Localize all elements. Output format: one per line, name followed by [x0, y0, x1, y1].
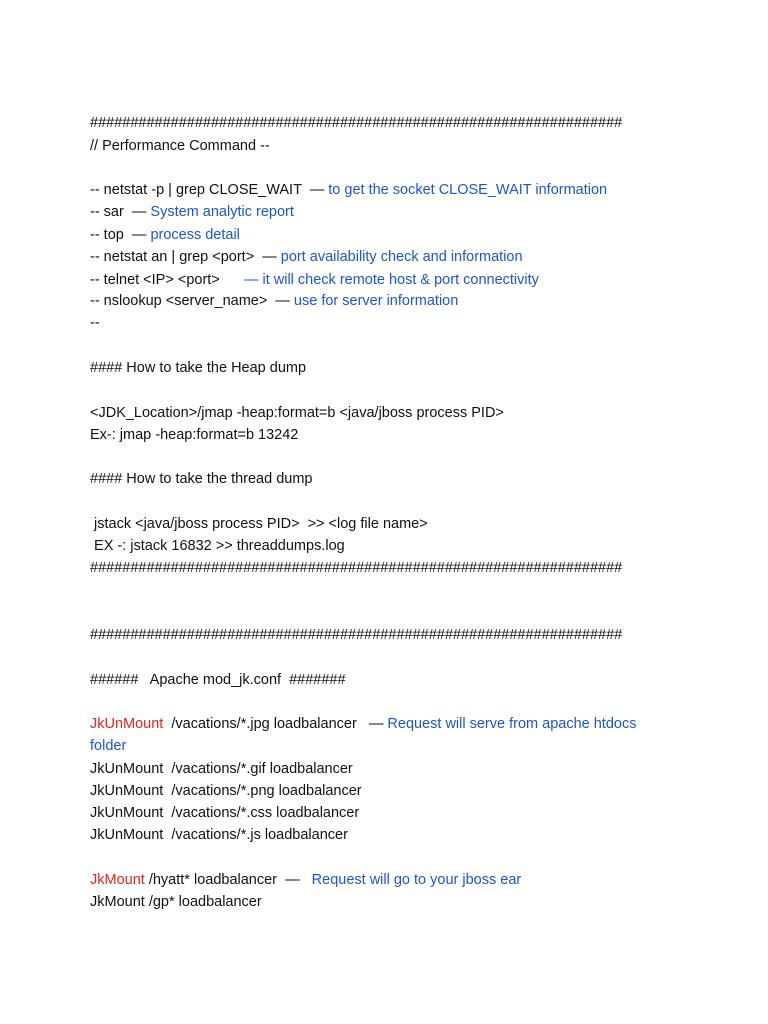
- netstat-an-line: [90, 247, 523, 267]
- command-text: -- top —: [90, 227, 151, 243]
- command-text: -- netstat an | grep <port> —: [90, 249, 281, 265]
- command-text: -- sar —: [90, 204, 151, 220]
- top-line: [90, 225, 240, 245]
- directive-description: Request will go to your jboss ear: [311, 872, 522, 888]
- hash-separator: ##################################################################: [90, 560, 623, 576]
- nslookup-line: [90, 291, 458, 311]
- thread-dump-header: #### How to take the thread dump: [90, 471, 313, 487]
- thread-dump-command: jstack <java/jboss process PID> >> <log file name>: [90, 516, 428, 532]
- thread-dump-example: EX -: jstack 16832 >> threaddumps.log: [90, 538, 345, 554]
- directive-description-continued: folder: [90, 738, 127, 754]
- jkunmount-js-line: JkUnMount /vacations/*.js loadbalancer: [90, 827, 348, 843]
- heap-dump-example: Ex-: jmap -heap:format=b 13242: [90, 427, 299, 443]
- command-text: -- netstat -p | grep CLOSE_WAIT —: [90, 182, 329, 198]
- netstat-p-line: [90, 180, 607, 200]
- command-description: process detail: [150, 227, 240, 243]
- directive-description: Request will serve from apache htdocs: [387, 716, 637, 732]
- directive-text: /hyatt* loadbalancer —: [144, 872, 312, 888]
- command-description: — it will check remote host & port connectivity: [235, 272, 539, 288]
- jkmount-gp-line: JkMount /gp* loadbalancer: [90, 894, 262, 910]
- sar-line: [90, 202, 294, 222]
- telnet-line: [90, 270, 539, 290]
- command-description: use for server information: [293, 293, 459, 309]
- command-text: -- nslookup <server_name> —: [90, 293, 294, 309]
- apache-modjk-header: ###### Apache mod_jk.conf #######: [90, 672, 346, 688]
- performance-end-marker: --: [90, 315, 100, 331]
- jkmount-keyword: JkMount: [90, 872, 145, 888]
- hash-separator: ##################################################################: [90, 627, 623, 643]
- command-description: to get the socket CLOSE_WAIT information: [328, 182, 608, 198]
- jkunmount-png-line: JkUnMount /vacations/*.png loadbalancer: [90, 783, 362, 799]
- jkmount-hyatt-line: [90, 870, 521, 890]
- jkunmount-css-line: JkUnMount /vacations/*.css loadbalancer: [90, 805, 360, 821]
- directive-text: /vacations/*.jpg loadbalancer —: [163, 716, 388, 732]
- jkunmount-keyword: JkUnMount: [90, 716, 164, 732]
- command-description: port availability check and information: [280, 249, 523, 265]
- performance-command-header: // Performance Command --: [90, 138, 270, 154]
- hash-separator: ##################################################################: [90, 115, 623, 131]
- jkunmount-jpg-line: [90, 714, 636, 734]
- heap-dump-header: #### How to take the Heap dump: [90, 360, 307, 376]
- command-text: -- telnet <IP> <port>: [90, 272, 236, 288]
- jkunmount-gif-line: JkUnMount /vacations/*.gif loadbalancer: [90, 761, 353, 777]
- heap-dump-command: <JDK_Location>/jmap -heap:format=b <java/jboss process PID>: [90, 405, 504, 421]
- command-description: System analytic report: [150, 204, 294, 220]
